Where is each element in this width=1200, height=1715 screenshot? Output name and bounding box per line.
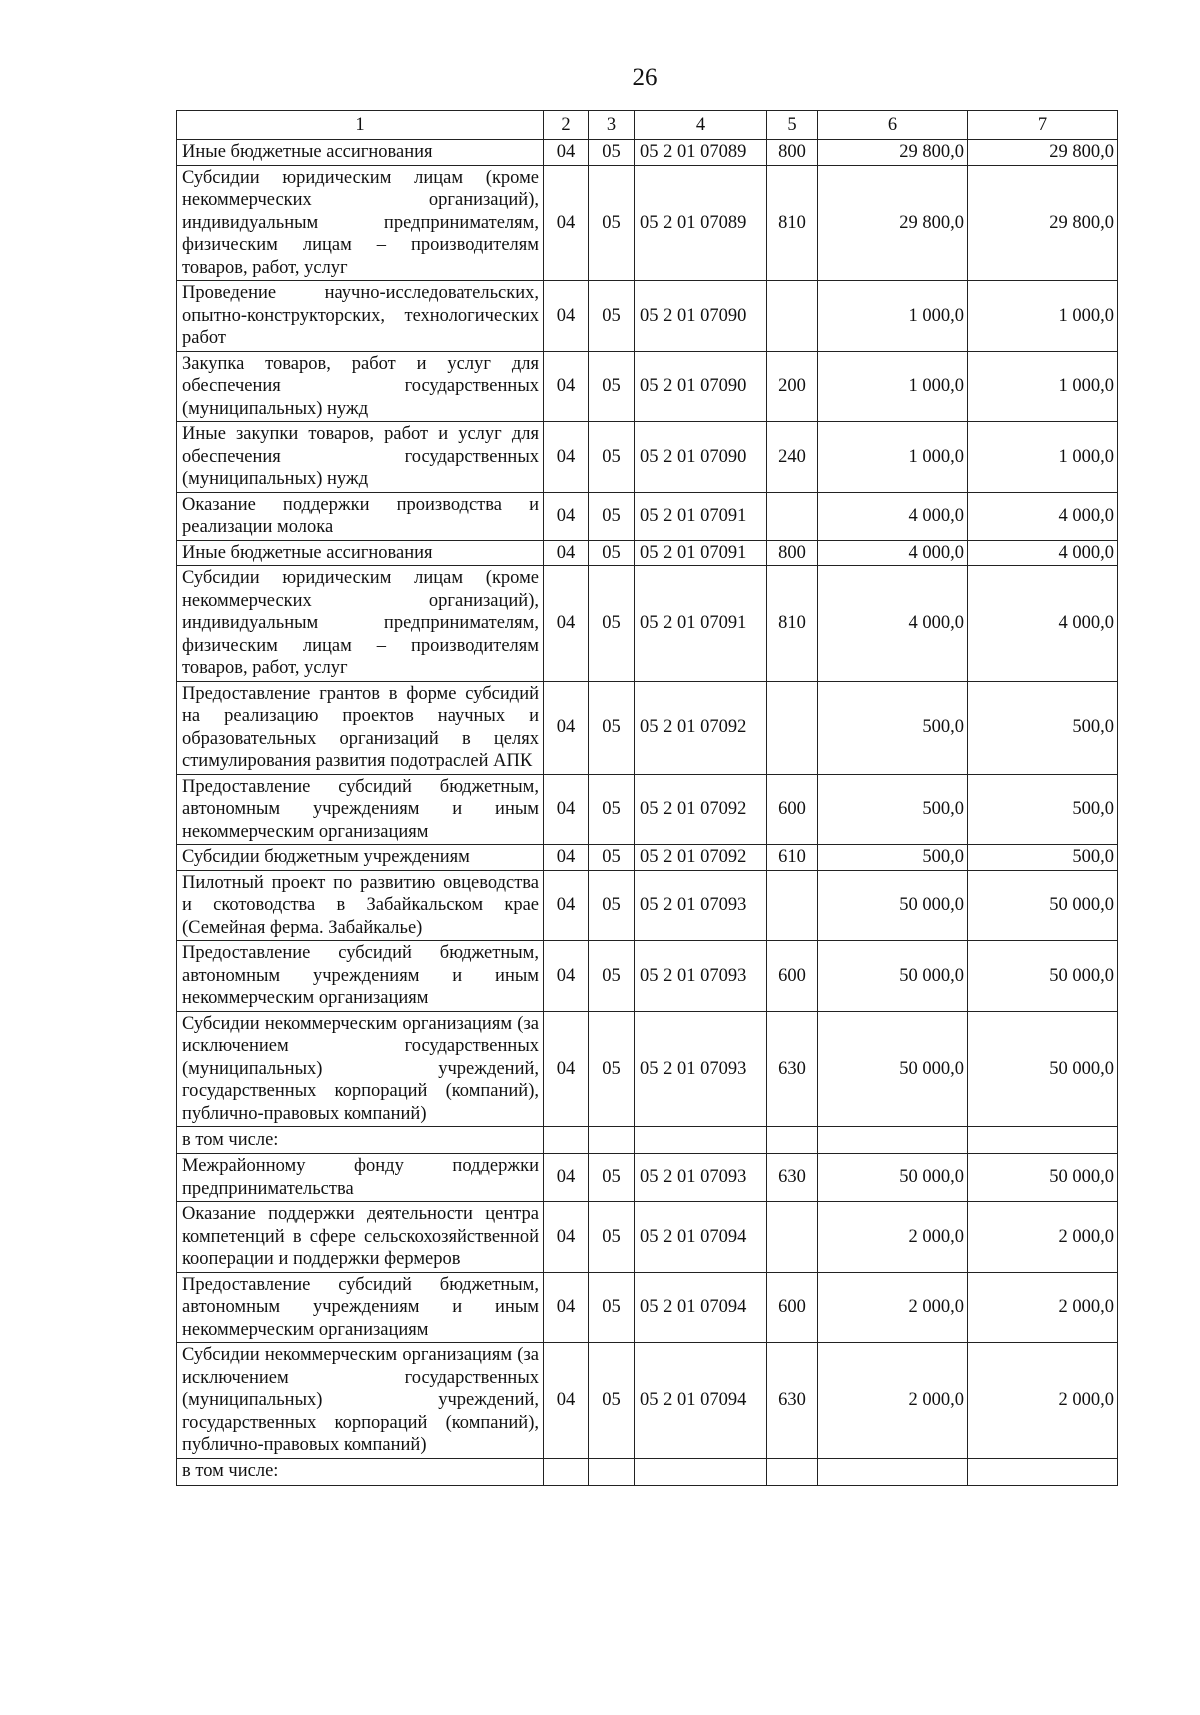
section-code-cell: 04	[544, 681, 589, 774]
row-name-cell: Субсидии юридическим лицам (кроме некоммерческих организаций), индивидуальным предпринимателям, физическим лицам – производителям товаров, работ, услуг	[177, 165, 544, 281]
column-header: 7	[968, 111, 1118, 140]
amount-cell: 4 000,0	[968, 492, 1118, 540]
amount-cell: 2 000,0	[968, 1272, 1118, 1343]
section-code-cell: 04	[544, 870, 589, 941]
amount-cell: 1 000,0	[818, 351, 968, 422]
expense-type-cell: 600	[767, 774, 818, 845]
amount-cell: 29 800,0	[968, 140, 1118, 166]
page-number: 26	[632, 64, 658, 91]
expense-type-cell: 630	[767, 1154, 818, 1202]
section-code-cell	[544, 1458, 589, 1485]
amount-cell: 500,0	[818, 774, 968, 845]
table-body	[177, 140, 1118, 1486]
section-code-cell: 04	[544, 774, 589, 845]
expense-type-cell: 810	[767, 165, 818, 281]
target-article-cell: 05 2 01 07091	[635, 566, 767, 682]
table-row	[177, 1154, 1118, 1202]
section-code-cell: 04	[544, 281, 589, 352]
amount-cell: 29 800,0	[968, 165, 1118, 281]
expense-type-cell: 800	[767, 140, 818, 166]
amount-cell: 2 000,0	[968, 1202, 1118, 1273]
target-article-cell: 05 2 01 07093	[635, 1154, 767, 1202]
amount-cell: 2 000,0	[818, 1272, 968, 1343]
row-name-cell: Предоставление грантов в форме субсидий на реализацию проектов научных и образовательных организаций в целях стимулирования развития подотраслей АПК	[177, 681, 544, 774]
table-row	[177, 566, 1118, 682]
subsection-code-cell: 05	[589, 1011, 635, 1127]
row-name-cell: Межрайонному фонду поддержки предпринимательства	[177, 1154, 544, 1202]
amount-cell: 50 000,0	[818, 1011, 968, 1127]
amount-cell: 1 000,0	[818, 281, 968, 352]
table-row	[177, 681, 1118, 774]
table-row	[177, 1127, 1118, 1154]
section-code-cell: 04	[544, 351, 589, 422]
expense-type-cell	[767, 1127, 818, 1154]
target-article-cell: 05 2 01 07091	[635, 492, 767, 540]
section-code-cell: 04	[544, 540, 589, 566]
target-article-cell: 05 2 01 07090	[635, 422, 767, 493]
amount-cell: 50 000,0	[818, 870, 968, 941]
expense-type-cell: 800	[767, 540, 818, 566]
target-article-cell: 05 2 01 07093	[635, 941, 767, 1012]
section-code-cell: 04	[544, 165, 589, 281]
expense-type-cell	[767, 281, 818, 352]
expense-type-cell	[767, 492, 818, 540]
section-code-cell: 04	[544, 1202, 589, 1273]
column-header: 5	[767, 111, 818, 140]
subsection-code-cell: 05	[589, 870, 635, 941]
row-name-cell: Иные бюджетные ассигнования	[177, 540, 544, 566]
target-article-cell: 05 2 01 07094	[635, 1272, 767, 1343]
row-name-cell: Пилотный проект по развитию овцеводства и скотоводства в Забайкальском крае (Семейная ферма. Забайкалье)	[177, 870, 544, 941]
row-name-cell: Иные закупки товаров, работ и услуг для обеспечения государственных (муниципальных) нужд	[177, 422, 544, 493]
column-header: 2	[544, 111, 589, 140]
subsection-code-cell: 05	[589, 165, 635, 281]
row-name-cell: Предоставление субсидий бюджетным, автономным учреждениям и иным некоммерческим организациям	[177, 941, 544, 1012]
amount-cell: 1 000,0	[968, 281, 1118, 352]
section-code-cell	[544, 1127, 589, 1154]
table-row	[177, 422, 1118, 493]
table-row	[177, 1272, 1118, 1343]
target-article-cell: 05 2 01 07093	[635, 1011, 767, 1127]
subsection-code-cell: 05	[589, 351, 635, 422]
section-code-cell: 04	[544, 1154, 589, 1202]
row-name-cell: в том числе:	[177, 1127, 544, 1154]
amount-cell: 50 000,0	[818, 941, 968, 1012]
subsection-code-cell: 05	[589, 1343, 635, 1459]
target-article-cell: 05 2 01 07089	[635, 165, 767, 281]
table-row	[177, 845, 1118, 871]
subsection-code-cell: 05	[589, 281, 635, 352]
column-header: 1	[177, 111, 544, 140]
target-article-cell: 05 2 01 07093	[635, 870, 767, 941]
section-code-cell: 04	[544, 140, 589, 166]
amount-cell: 1 000,0	[818, 422, 968, 493]
target-article-cell: 05 2 01 07092	[635, 774, 767, 845]
subsection-code-cell	[589, 1458, 635, 1485]
section-code-cell: 04	[544, 1272, 589, 1343]
section-code-cell: 04	[544, 1011, 589, 1127]
amount-cell: 500,0	[968, 774, 1118, 845]
row-name-cell: Субсидии некоммерческим организациям (за исключением государственных (муниципальных) учреждений, государственных корпораций (компаний), публично-правовых компаний)	[177, 1011, 544, 1127]
table-row	[177, 165, 1118, 281]
subsection-code-cell: 05	[589, 540, 635, 566]
expense-type-cell: 600	[767, 941, 818, 1012]
amount-cell	[968, 1127, 1118, 1154]
amount-cell: 500,0	[968, 845, 1118, 871]
amount-cell: 50 000,0	[968, 1154, 1118, 1202]
target-article-cell: 05 2 01 07094	[635, 1343, 767, 1459]
amount-cell: 2 000,0	[968, 1343, 1118, 1459]
subsection-code-cell: 05	[589, 1154, 635, 1202]
subsection-code-cell: 05	[589, 1272, 635, 1343]
amount-cell: 4 000,0	[818, 492, 968, 540]
expense-type-cell: 240	[767, 422, 818, 493]
table-row	[177, 492, 1118, 540]
amount-cell: 1 000,0	[968, 422, 1118, 493]
amount-cell: 4 000,0	[968, 566, 1118, 682]
table-row	[177, 1343, 1118, 1459]
amount-cell: 500,0	[818, 845, 968, 871]
subsection-code-cell: 05	[589, 140, 635, 166]
row-name-cell: Закупка товаров, работ и услуг для обеспечения государственных (муниципальных) нужд	[177, 351, 544, 422]
target-article-cell: 05 2 01 07092	[635, 845, 767, 871]
target-article-cell: 05 2 01 07092	[635, 681, 767, 774]
amount-cell: 29 800,0	[818, 140, 968, 166]
table-row	[177, 870, 1118, 941]
expense-type-cell: 630	[767, 1011, 818, 1127]
table-row	[177, 774, 1118, 845]
amount-cell: 2 000,0	[818, 1343, 968, 1459]
amount-cell	[968, 1458, 1118, 1485]
section-code-cell: 04	[544, 566, 589, 682]
amount-cell: 4 000,0	[818, 566, 968, 682]
expense-type-cell: 600	[767, 1272, 818, 1343]
amount-cell: 1 000,0	[968, 351, 1118, 422]
column-header: 6	[818, 111, 968, 140]
row-name-cell: Субсидии бюджетным учреждениям	[177, 845, 544, 871]
target-article-cell	[635, 1458, 767, 1485]
target-article-cell: 05 2 01 07090	[635, 351, 767, 422]
table-row	[177, 1202, 1118, 1273]
section-code-cell: 04	[544, 492, 589, 540]
amount-cell: 500,0	[968, 681, 1118, 774]
section-code-cell: 04	[544, 422, 589, 493]
expense-type-cell	[767, 870, 818, 941]
amount-cell: 29 800,0	[818, 165, 968, 281]
expense-type-cell: 200	[767, 351, 818, 422]
section-code-cell: 04	[544, 941, 589, 1012]
amount-cell: 4 000,0	[818, 540, 968, 566]
row-name-cell: Оказание поддержки деятельности центра компетенций в сфере сельскохозяйственной кооперации и поддержки фермеров	[177, 1202, 544, 1273]
expense-type-cell: 810	[767, 566, 818, 682]
table-row	[177, 1458, 1118, 1485]
row-name-cell: Проведение научно-исследовательских, опытно-конструкторских, технологических работ	[177, 281, 544, 352]
budget-table	[176, 110, 1118, 1486]
amount-cell: 50 000,0	[968, 941, 1118, 1012]
row-name-cell: в том числе:	[177, 1458, 544, 1485]
subsection-code-cell: 05	[589, 941, 635, 1012]
amount-cell: 50 000,0	[968, 1011, 1118, 1127]
subsection-code-cell	[589, 1127, 635, 1154]
amount-cell: 50 000,0	[818, 1154, 968, 1202]
column-header: 3	[589, 111, 635, 140]
expense-type-cell: 630	[767, 1343, 818, 1459]
amount-cell: 4 000,0	[968, 540, 1118, 566]
target-article-cell: 05 2 01 07091	[635, 540, 767, 566]
row-name-cell: Субсидии некоммерческим организациям (за исключением государственных (муниципальных) учреждений, государственных корпораций (компаний), публично-правовых компаний)	[177, 1343, 544, 1459]
subsection-code-cell: 05	[589, 422, 635, 493]
table-row	[177, 540, 1118, 566]
table-row	[177, 281, 1118, 352]
row-name-cell: Предоставление субсидий бюджетным, автономным учреждениям и иным некоммерческим организациям	[177, 1272, 544, 1343]
target-article-cell: 05 2 01 07089	[635, 140, 767, 166]
amount-cell: 500,0	[818, 681, 968, 774]
table-row	[177, 941, 1118, 1012]
section-code-cell: 04	[544, 1343, 589, 1459]
subsection-code-cell: 05	[589, 774, 635, 845]
table-row	[177, 351, 1118, 422]
subsection-code-cell: 05	[589, 681, 635, 774]
section-code-cell: 04	[544, 845, 589, 871]
column-header: 4	[635, 111, 767, 140]
row-name-cell: Оказание поддержки производства и реализации молока	[177, 492, 544, 540]
expense-type-cell: 610	[767, 845, 818, 871]
table-header-row	[177, 111, 1118, 140]
subsection-code-cell: 05	[589, 492, 635, 540]
amount-cell	[818, 1127, 968, 1154]
subsection-code-cell: 05	[589, 845, 635, 871]
subsection-code-cell: 05	[589, 566, 635, 682]
expense-type-cell	[767, 681, 818, 774]
table-row	[177, 1011, 1118, 1127]
amount-cell	[818, 1458, 968, 1485]
row-name-cell: Субсидии юридическим лицам (кроме некоммерческих организаций), индивидуальным предпринимателям, физическим лицам – производителям товаров, работ, услуг	[177, 566, 544, 682]
target-article-cell: 05 2 01 07090	[635, 281, 767, 352]
target-article-cell: 05 2 01 07094	[635, 1202, 767, 1273]
row-name-cell: Предоставление субсидий бюджетным, автономным учреждениям и иным некоммерческим организациям	[177, 774, 544, 845]
expense-type-cell	[767, 1202, 818, 1273]
target-article-cell	[635, 1127, 767, 1154]
amount-cell: 50 000,0	[968, 870, 1118, 941]
subsection-code-cell: 05	[589, 1202, 635, 1273]
table-row	[177, 140, 1118, 166]
amount-cell: 2 000,0	[818, 1202, 968, 1273]
row-name-cell: Иные бюджетные ассигнования	[177, 140, 544, 166]
expense-type-cell	[767, 1458, 818, 1485]
